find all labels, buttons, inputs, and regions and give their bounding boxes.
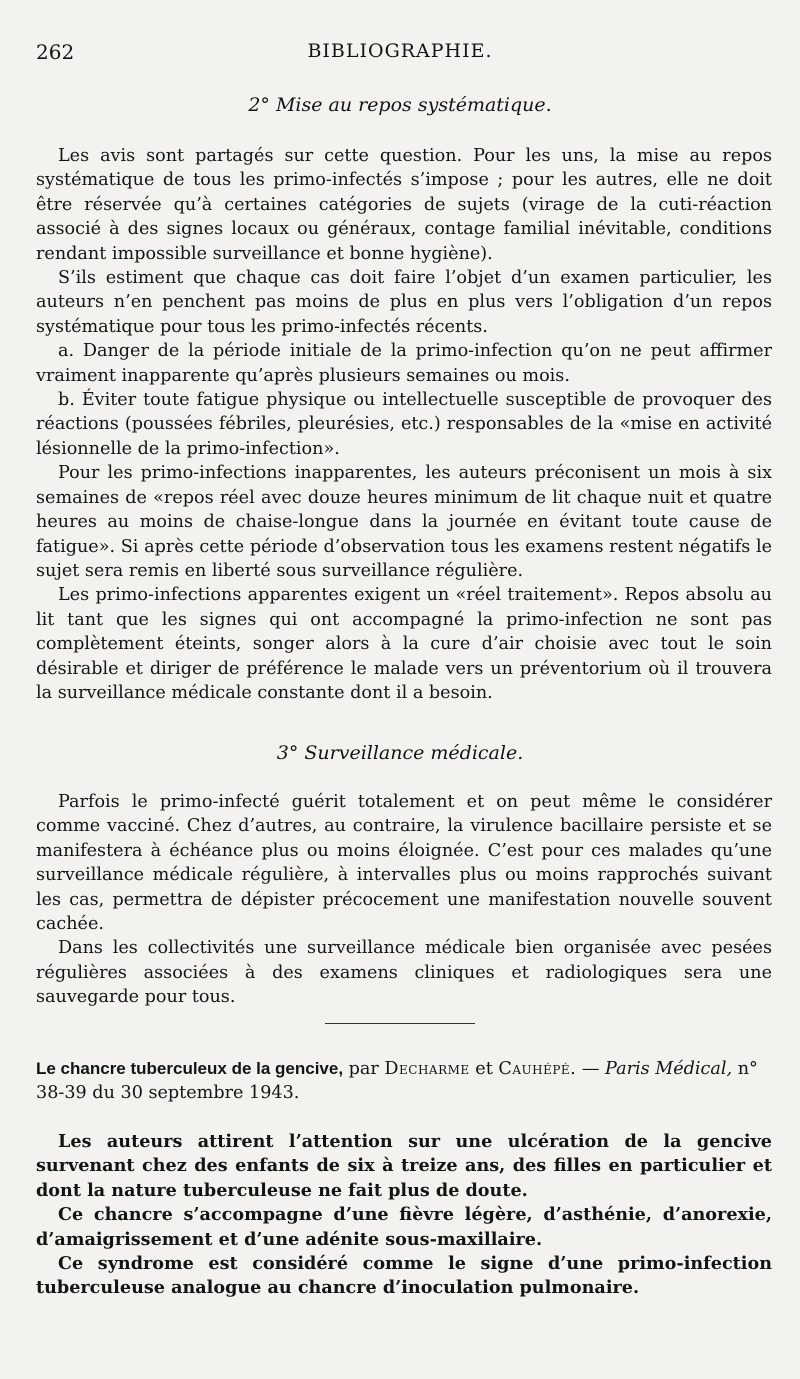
section-body-surveillance	[36, 790, 772, 1010]
paragraph: Pour les primo-infections inapparentes, les auteurs préconisent un mois à six semaines de «repos réel avec douze heures minimum de lit chaque nuit et quatre heures au moins de chaise-longue dans la journée en évitant toute cause de fatigue». Si après cette période d’observation tous les examens restent négatifs le sujet sera remis en liberté sous surveillance régulière.	[36, 463, 772, 581]
page-number: 262	[36, 40, 75, 64]
journal-name: Paris Médical,	[605, 1059, 733, 1079]
paragraph: Les avis sont partagés sur cette question. Pour les uns, la mise au repos systématique de tous les primo-infectés s’impose ; pour les autres, elle ne doit être réservée qu’à certaines catégories de sujets (virage de la cuti-réaction associé à des signes locaux ou généraux, contage familial inévitable, conditions rendant impossible surveillance et bonne hygiène).	[36, 146, 772, 264]
running-head	[36, 40, 764, 70]
entry-body	[36, 1130, 772, 1301]
section-heading-surveillance: 3° Surveillance médicale.	[276, 742, 524, 764]
paragraph: Les primo-infections apparentes exigent un «réel traitement». Repos absolu au lit tant que les signes qui ont accompagné la primo-infection ne sont pas complètement éteints, songer alors à la cure d’air choisie avec tout le soin désirable et diriger de préférence le malade vers un préventorium où il trouvera la surveillance médicale constante dont il a besoin.	[36, 585, 772, 703]
journal-issue: n° 38-39 du 30 septembre 1943.	[36, 1059, 758, 1103]
bibliography-entry-title	[36, 1057, 772, 1105]
paragraph: Ce syndrome est considéré comme le signe d’une primo-infection tuberculeuse analogue au chancre d’inoculation pulmonaire.	[36, 1253, 772, 1299]
dash: —	[581, 1059, 600, 1079]
author-name: Decharme	[384, 1059, 470, 1079]
running-title: BIBLIOGRAPHIE.	[307, 40, 493, 62]
author-name: Cauhépé.	[498, 1059, 577, 1079]
and-word: et	[475, 1059, 493, 1079]
article-title: Le chancre tuberculeux de la gencive,	[36, 1059, 344, 1078]
paragraph: a. Danger de la période initiale de la primo-infection qu’on ne peut affirmer vraiment inapparente qu’après plusieurs semaines ou mois.	[36, 341, 772, 386]
paragraph: S’ils estiment que chaque cas doit faire l’objet d’un examen particulier, les auteurs n’en penchent pas moins de plus en plus vers l’obligation d’un repos systématique pour tous les primo-infectés récents.	[36, 268, 772, 337]
section-body-repos	[36, 144, 772, 705]
paragraph: Parfois le primo-infecté guérit totalement et on peut même le considérer comme vacciné. Chez d’autres, au contraire, la virulence bacillaire persiste et se manifestera à échéance plus ou moins éloignée. C’est pour ces malades qu’une surveillance médicale régulière, à intervalles plus ou moins rapprochés suivant les cas, permettra de dépister précocement une manifestation nouvelle souvent cachée.	[36, 792, 772, 935]
by-word: par	[348, 1059, 379, 1079]
paragraph: Ce chancre s’accompagne d’une fièvre légère, d’asthénie, d’anorexie, d’amaigrissement et d’une adénite sous-maxillaire.	[36, 1204, 772, 1250]
paragraph: Dans les collectivités une surveillance médicale bien organisée avec pesées régulières associées à des examens cliniques et radiologiques sera une sauvegarde pour tous.	[36, 938, 772, 1008]
separator-rule	[325, 1023, 475, 1024]
paragraph: b. Éviter toute fatigue physique ou intellectuelle susceptible de provoquer des réactions (poussées fébriles, pleurésies, etc.) responsables de la «mise en activité lésionnelle de la primo-infection».	[36, 390, 772, 459]
section-heading-repos: 2° Mise au repos systématique.	[248, 94, 552, 116]
paragraph: Les auteurs attirent l’attention sur une ulcération de la gencive survenant chez des enfants de six à treize ans, des filles en particulier et dont la nature tuberculeuse ne fait plus de doute.	[36, 1131, 772, 1201]
